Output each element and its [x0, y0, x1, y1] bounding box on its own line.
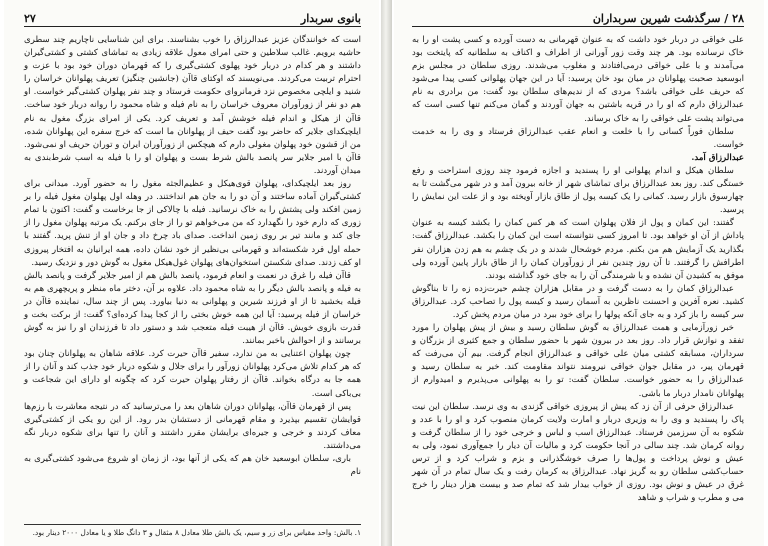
- paragraph: عبدالرزاق کمان را به دست گرفت و در مقابل هزاران چشم حیرت‌زده زه را تا بناگوش کشید. نعره آفرین و احسنت ناظرین به آسمان رسید و کیسه پول را تصاحب کرد. عبدالرزاق سر کیسه را باز کرد و به جای آنکه پولها را برای خود ببرد در میان مردم پخش کرد.: [412, 283, 744, 320]
- running-title: بانوی سربدار: [300, 11, 361, 25]
- paragraph: عبدالرزاق آمد.: [691, 152, 744, 163]
- paragraph: روز بعد ایلچیکدای، پهلوان قوی‌هیکل و عظیم‌الجثه مغول را به حضور آورد. میدانی برای کشتی‌گیران آماده ساختند و آن دو را به جان هم انداختند. در وهله اول پهلوان مغول فیله را بر زمین افکند ولی پشتش را به خاک نرسانید. فیله با چالاکی از جا برخاست و گفت: اکنون با تمام زوری که دارم خود را نگهدارد که من می‌خواهم تو را از جای برکنم. یک مرتبه پهلوان مغول را از جای کند و مانند تیر بر روی زمین انداخت. صدای باد چرخ داد و جان او از تنش پرید. گفتند با حمله اول فرد شکسته‌اند و قهرمانی بی‌نظیر از خود نشان داده، همه ایرانیان به افتخار پیروزی او کف زدند. صدای شکستن استخوان‌های پهلوان غول‌هیکل مغول به گوش دور و نزدیک رسید.: [24, 179, 361, 268]
- paragraph: باری، سلطان ابوسعید خان هم که یکی از آنها بود، از زمان او شروع می‌شود کشتی‌گیری به نام: [24, 454, 361, 478]
- paragraph: سلطان فوراً کسانی را با خلعت و انعام عقب عبدالرزاق فرستاد و وی را به خدمت خواست.: [412, 126, 744, 150]
- paragraph: چون پهلوان اعتنایی به من ندارد، سفیر قاآن حیرت کرد. علاقه شاهان به پهلوانان چنان بود که هر کدام تلاش می‌کرد پهلوانان زورآور را برای جلال و شکوه دربار خود جذب کند و آنان را از همه جا به درگاه بخواند. قاآن از رفتار پهلوان حیرت کرد که چگونه او دارای این شجاعت و بی‌باکی است.: [24, 349, 361, 399]
- paragraph: پس از قهرمان قاآن، پهلوانان دوران شاهان بعد را می‌ترسانید که در نتیجه معاشرت با رزم‌ها قوایشان تقسیم بپذیرد و مقام قهرمانی از دستشان بدر رود. از این رو یکی از کشتی‌گیری معاف کردند و خرجی و جیره‌ای برایشان مقرر داشتند و آنان را تنها برای شکوه دربار نگه می‌داشتند.: [24, 401, 361, 451]
- page-number: ۲۷: [24, 11, 36, 25]
- paragraph: خبر زورآزمایی و همت عبدالرزاق به گوش سلطان رسید و بیش از پیش پهلوان را مورد تفقد و نوازش قرار داد. روز بعد در بیرون شهر با حضور سلطان و جمع کثیری از بزرگان و سرداران، مسابقه کشتی میان علی خواقی و عبدالرزاق انجام گرفت. بیم آن می‌رفت که قهرمان پیر، در مقابل جوان خواقی نیرومند نتواند مقاومت کند. خبر به سلطان رسید و عبدالرزاق را به حضور خواست. سلطان گفت: تو را به پهلوانی می‌پذیرم و امیدوارم از پهلوانان نامدار دربار ما باشی.: [412, 323, 744, 399]
- left-page: [4, 0, 379, 546]
- paragraph: است که خوانندگان عزیز عبدالرزاق را خوب بشناسند. برای این شناسایی ناچاریم چند سطری حاشیه برویم. غالب سلاطین و حتی امرای معول علاقه زیادی به تماشای کشتی و کشتی‌گیران داشتند و هر کدام در دربار خود پهلوی کشتی‌گیری را که قهرمان دوران خود بود با عزت و احترام تربیت می‌کردند. می‌نویسند که اوکتای قاآن (جانشین چنگیز) تعریف پهلوانان خراسان را شنید و ایلچی مخصوص نزد فرمانروای حکومت فرستاد و چند نفر پهلوان کشتی‌گیر خواست. او هم دو نفر از زورآوران معروف خراسان را به نام فیله و شاه محمود را روانه دربار خود ساخت. قاآن از هیکل و اندام فیله خوشش آمد و تعریف کرد. یکی از امرای بزرگ مغول به نام ایلچیکدای جلایر که حاضر بود گفت حیف از پهلوانان ما است که خرج سفره این پهلوانان شده، من از قشون خود پهلوان مغولی دارم که هیچکس از زورآوران ایران و توران حریف او نمی‌شود. قاآن با امیر جلایر سر پانصد بالش شرط بست و پهلوان او را با فیله به اسب شرط‌بندی به میدان آوردند.: [24, 35, 361, 176]
- footnote: ۱. بالش: واحد مقیاس برای زر و سیم، یک بالش طلا معادل ۸ مثقال و ۳ دانگ طلا و یا معادل ۲۰۰۰ دینار بود.: [24, 524, 361, 538]
- paragraph: قاآن فیله را غرق در نعمت و انعام فرمود، پانصد بالش هم از امیر جلایر گرفت و پانصد بالش به فیله و پانصد بالش دیگر را به شاه محمود داد. علاوه بر آن، دختر ماه منظر و پریچهری هم به فیله بخشید تا از او فرزند شیرین و پهلوانی به دنیا بیاورد. پس از چند سال، نماینده قاآن در خراسان از فیله پرسید: آیا این همه خوش بختی را از کجا پیدا کرده‌ای؟ گفت: از برکت بخت و قدرت بازوی خویش. قاآن از هیبت فیله متعجب شد و دستور داد تا فرزندان او را نیز به گوش برسانند و از احوالش باخبر بمانند.: [24, 270, 361, 347]
- paragraph: سلطان هیکل و اندام پهلوانی او را پسندید و اجازه فرمود چند روزی استراحت و رفع خستگی کند. روز بعد عبدالرزاق برای تماشای شهر از خانه بیرون آمد و در شهر می‌گشت تا به چهارسوق بازار رسید. کمانی را یک کیسه پول از طاق بازار آویخته بود و از علت این نمایش را پرسید.: [412, 165, 744, 216]
- paragraph: علی خواقی در دربار خود داشت که به عنوان قهرمانی به دست آورده و کسی پشت او را به خاک نرسانده بود. هر چند وقت زور آورانی از اطراف و اکناف به سلطانیه که پایتخت بود می‌آمدند و با علی خواقی درمی‌افتادند و مغلوب می‌شدند. روزی سلطان در مجلس بزم ابوسعید صحبت پهلوانان در میان بود خان پرسید: آیا در این جهان پهلوانی کسی پیدا می‌شود که حریف علی خواقی باشد؟ مردی که از ندیم‌های سلطان بود گفت: من برادری به نام عبدالرزاق دارم که او را در قریه باشتین به جهان آوردند و گمان می‌کنم تنها کسی است که می‌تواند پشت علی خواقی را به خاک برساند.: [412, 35, 745, 124]
- page-header: [412, 10, 744, 27]
- running-title: ۲۸ / سرگذشت شیرین سربداران: [592, 11, 744, 25]
- page-header: [24, 10, 361, 27]
- paragraph: عبدالرزاق حرفی از آن زد که پیش از پیروزی خواقی گزندی به وی نرسد. سلطان این نیت پاک را پسندید و وی را به وزیری دربار و امارت ولایت کرمان منصوب کرد و او را با عدد و شکوه به آن سرزمین فرستاد. عبدالرزاق اسب و لباس و خرجی خود را از سلطان گرفت و روانه کرمان شد. چند سالی در آنجا حکومت کرد و مالیات آن دیار را جمع‌آوری نمود، ولی به عیش و نوش پرداخت و پول‌ها را صرف خوشگذرانی و بزم و شراب کرد و از ترس حساب‌کشی سلطان رو به گریز نهاد. عبدالرزاق به کرمان رفت و یک سال تمام در آن شهر غرق در عیش و نوش بود. روزی از خواب بیدار شد که تمام صد و بیست هزار دینار را خرج می و مطرب و شراب و شاهد: [412, 401, 744, 504]
- book-gutter: [381, 0, 392, 546]
- right-page: [394, 0, 764, 546]
- paragraph: گفتند: این کمان و پول از فلان پهلوان است که هر کس کمان را بکشد کیسه به عنوان پاداش از آن او خواهد بود. تا امروز کسی نتوانسته است این کمان را بکشد. عبدالرزاق گفت: بگذارید یک آزمایش هم من بکنم. مردم خوشحال شدند و در یک چشم به هم زدن هزاران نفر اطرافش را گرفتند. تا آن روز چندین نفر از زورآوران کمان را از طاق بازار پایین آورده ولی موفق به کشیدن آن نشده و با شرمندگی آن را به جای خود گذاشته بودند.: [412, 218, 744, 281]
